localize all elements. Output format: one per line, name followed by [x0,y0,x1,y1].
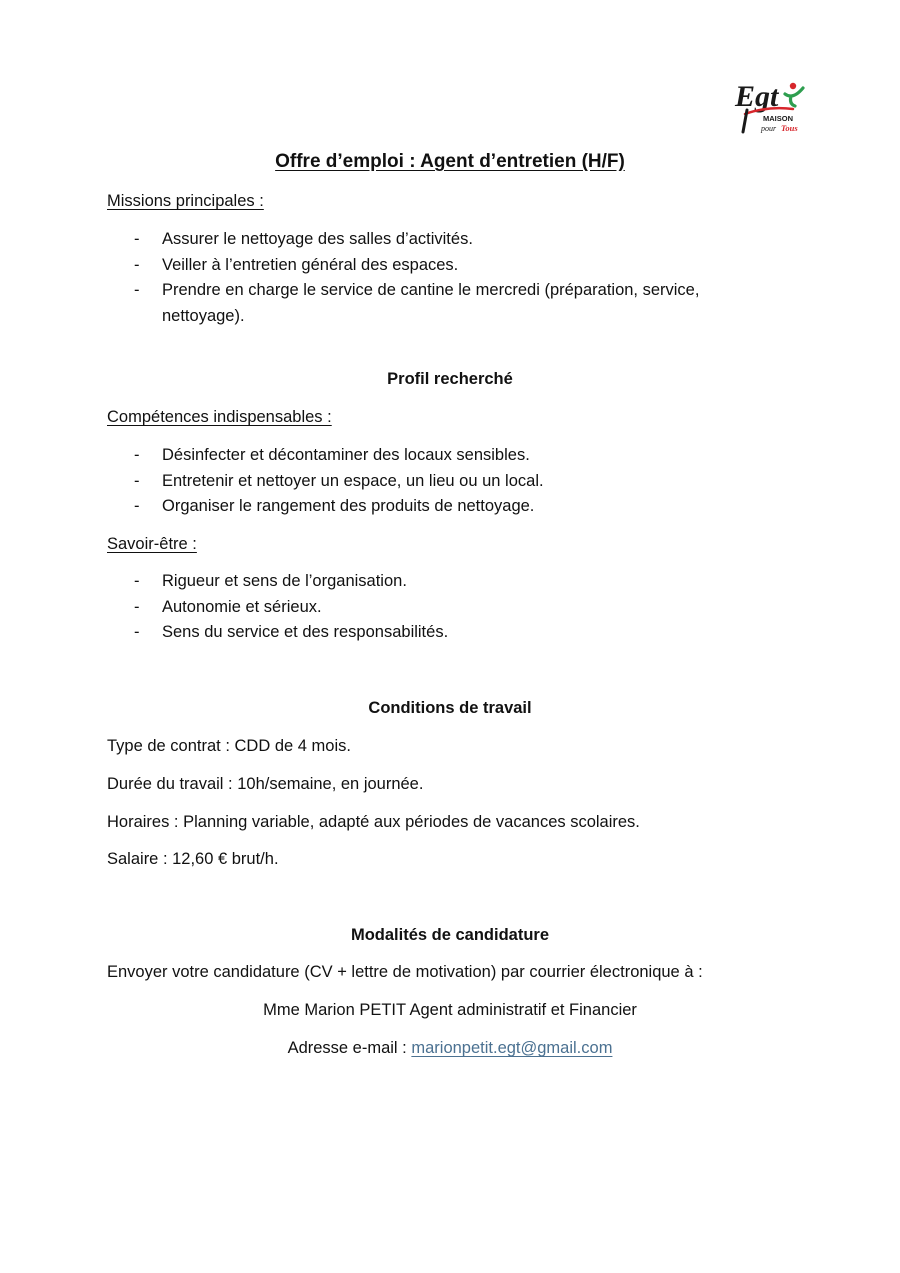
list-item [107,595,747,621]
list-item-text: Organiser le rangement des produits de nettoyage. [162,497,535,516]
list-dash: - [134,281,140,300]
logo-red-dot [790,83,796,89]
contract-type: Type de contrat : CDD de 4 mois. [107,737,351,755]
list-dash: - [134,623,140,642]
logo-line1: MAISON [763,114,793,123]
list-item-text: Veiller à l’entretien général des espaces. [162,255,459,274]
list-dash: - [134,497,140,516]
list-dash: - [134,230,140,248]
salary: Salaire : 12,60 € brut/h. [107,850,279,868]
logo-green-figure [785,88,803,106]
contact-name: Mme Marion PETIT Agent administratif et Financier [263,1001,637,1019]
list-item [107,494,747,520]
list-dash: - [134,255,140,274]
savoir-etre-list [107,569,747,646]
list-dash: - [134,597,140,616]
profil-heading: Profil recherché [387,370,513,388]
email-line [107,1036,793,1062]
list-item [107,569,747,595]
list-item [107,227,747,253]
list-item-text: Assurer le nettoyage des salles d’activités. [162,230,473,248]
candidature-intro: Envoyer votre candidature (CV + lettre de motivation) par courrier électronique à : [107,963,703,981]
logo-black-stroke [743,110,747,132]
logo-line2-b: Tous [781,123,798,133]
missions-list [107,227,747,329]
savoir-etre-heading: Savoir-être : [107,535,197,553]
work-duration: Durée du travail : 10h/semaine, en journée. [107,775,424,793]
egt-maison-pour-tous-logo [733,76,809,134]
candidature-heading: Modalités de candidature [350,926,550,944]
logo-line2-a: pour [761,124,777,133]
email-link[interactable]: marionpetit.egt@gmail.com [411,1039,613,1057]
list-dash: - [134,572,140,590]
list-item-text: Autonomie et sérieux. [162,597,322,616]
list-item-text: Entretenir et nettoyer un espace, un lieu ou un local. [162,471,544,490]
page-title: Offre d’emploi : Agent d’entretien (H/F) [275,151,625,172]
conditions-heading: Conditions de travail [368,699,532,717]
list-item [107,443,747,469]
list-item [107,469,747,495]
list-item-text: Sens du service et des responsabilités. [162,623,449,642]
missions-heading: Missions principales : [107,192,264,210]
list-item [107,620,747,646]
list-item [107,278,747,329]
list-item [107,253,747,279]
competences-heading: Compétences indispensables : [107,408,332,426]
list-dash: - [134,471,140,490]
schedule: Horaires : Planning variable, adapté aux périodes de vacances scolaires. [107,813,640,831]
list-item-text: Prendre en charge le service de cantine le mercredi (préparation, service, nettoyage). [162,281,700,325]
email-label: Adresse e-mail : [287,1039,412,1057]
list-item-text: Désinfecter et décontaminer des locaux sensibles. [162,446,530,464]
list-item-text: Rigueur et sens de l’organisation. [162,572,407,590]
competences-list [107,443,747,520]
list-dash: - [134,446,140,464]
logo-wordmark: Egt [735,80,779,113]
